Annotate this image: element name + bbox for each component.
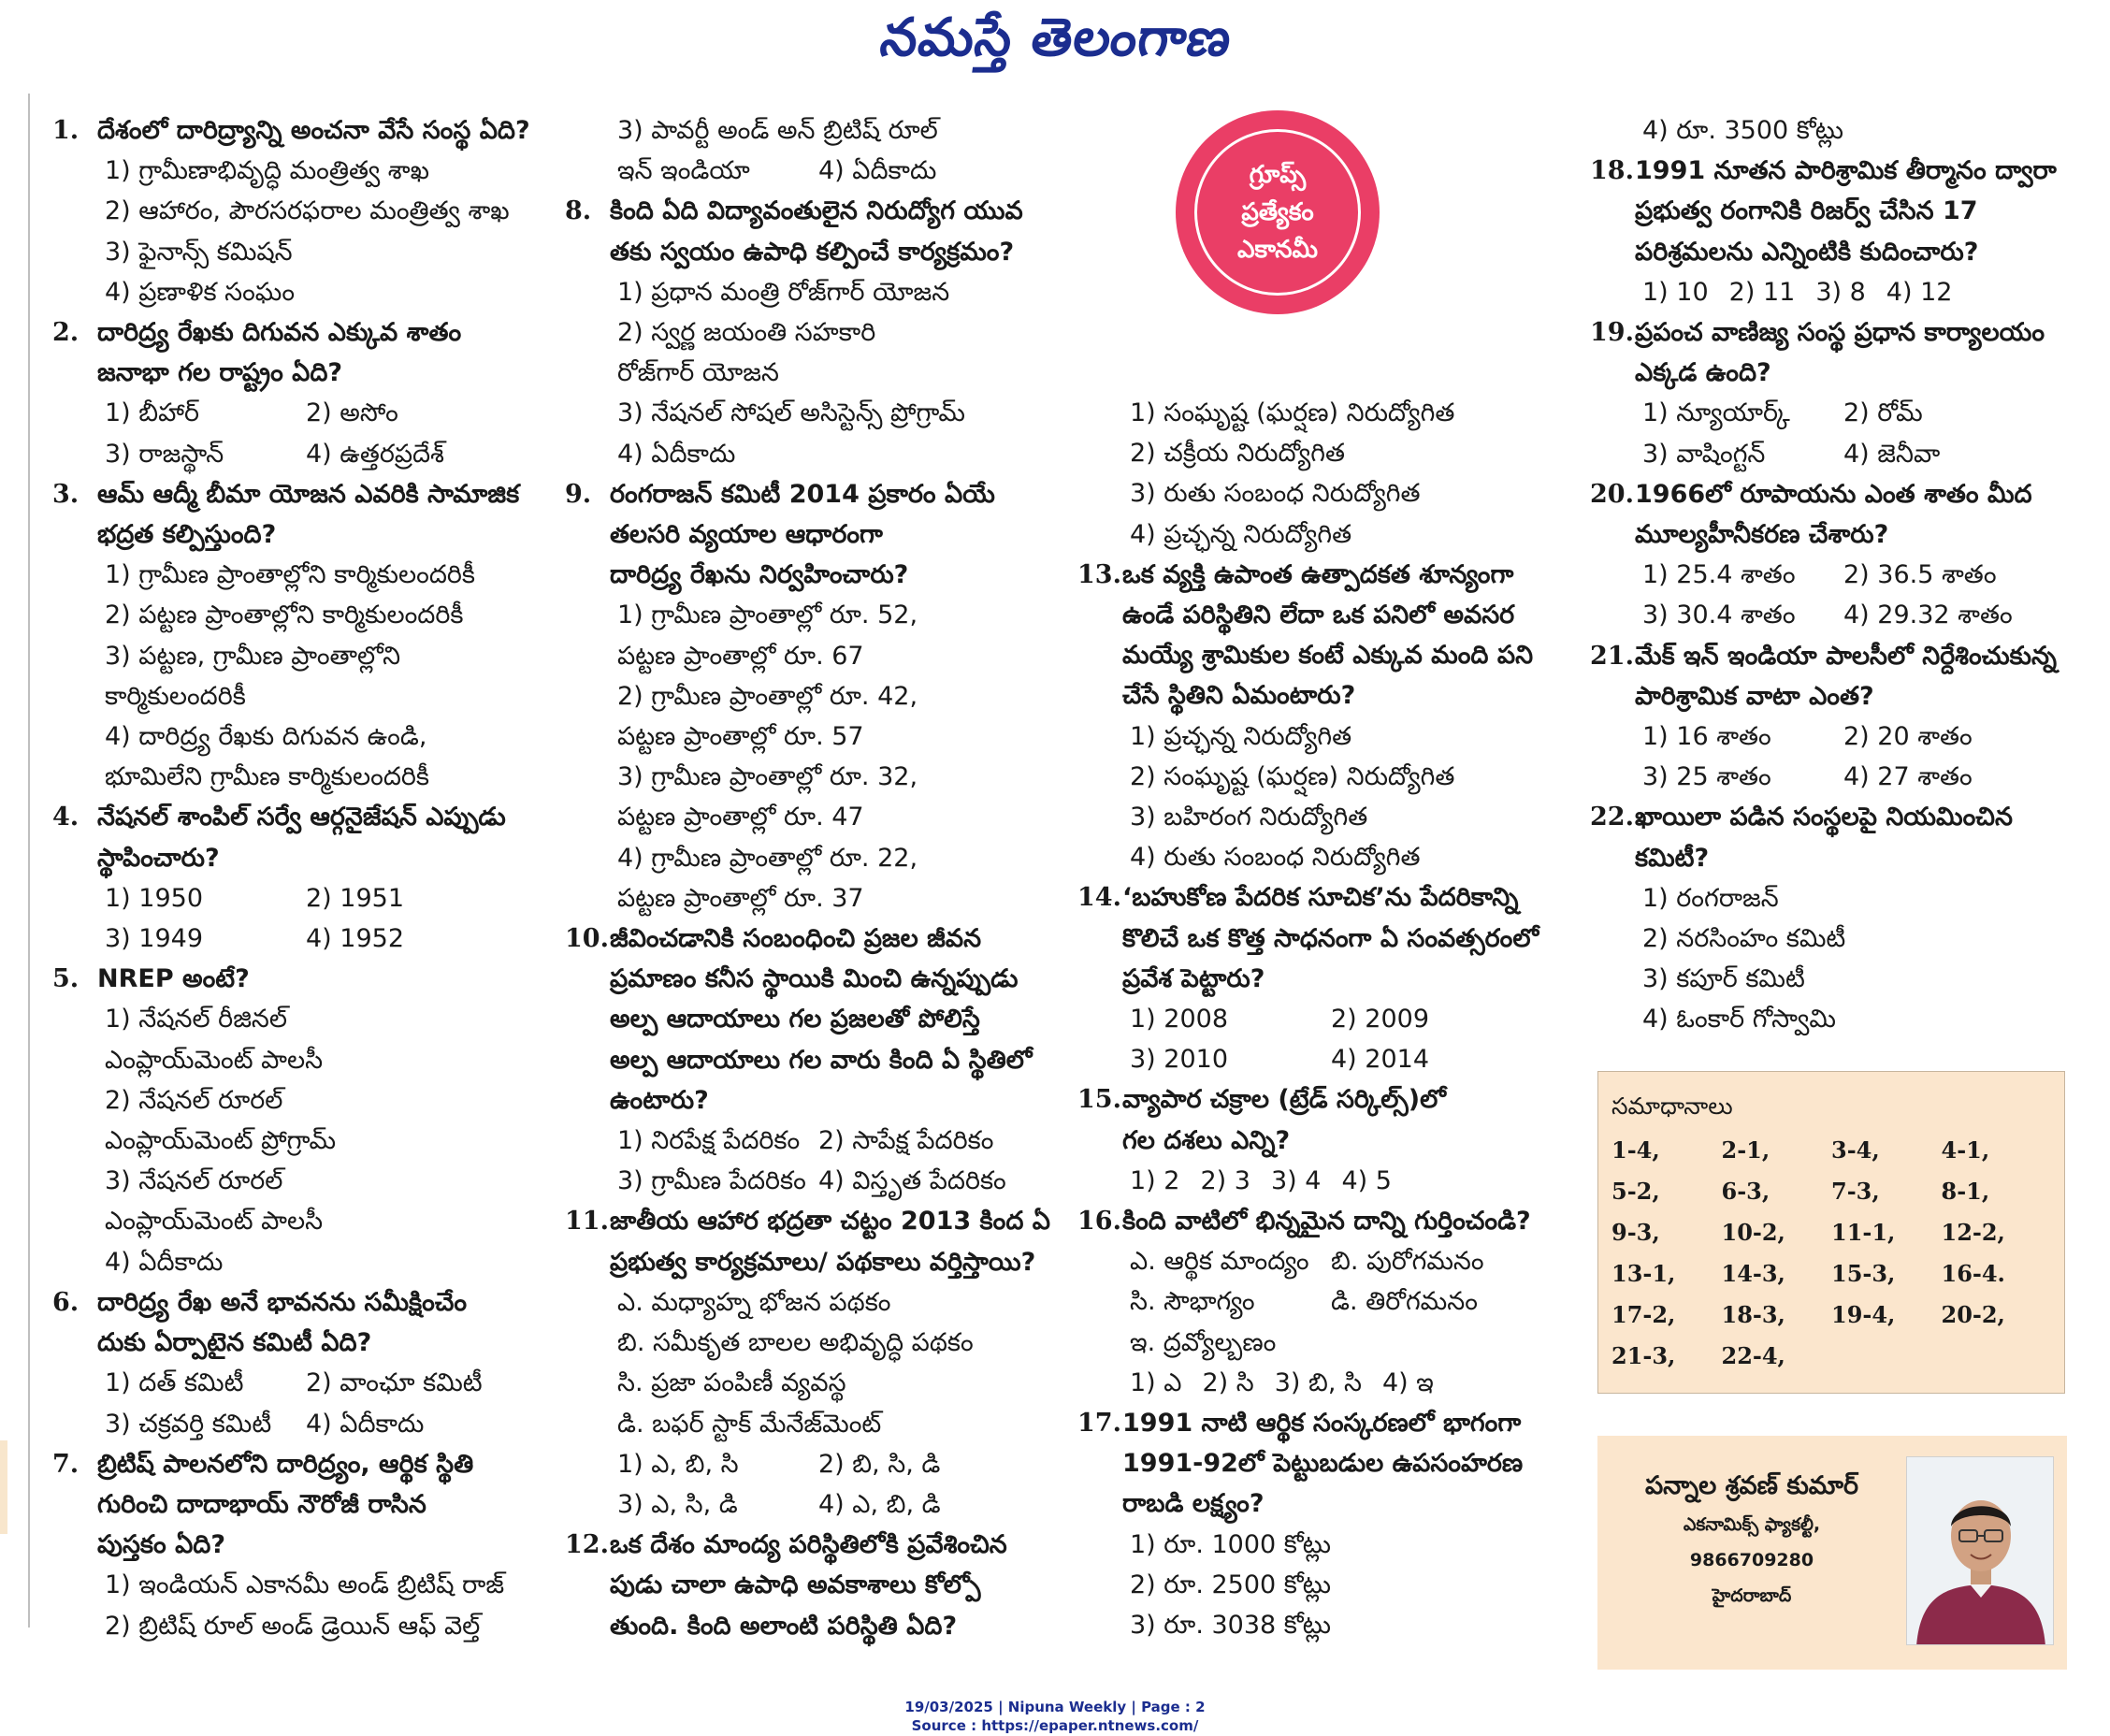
statement: ఎ. ఆర్థిక మాంద్యం <box>1130 1247 1309 1277</box>
question-text: కమిటీ? <box>1635 843 1710 873</box>
author-portrait-icon <box>1907 1457 2054 1645</box>
option: 4) 2014 <box>1331 1045 1430 1075</box>
question-16: 16. కింది వాటిలో భిన్నమైన దాన్ని గుర్తించండి? ఎ. ఆర్థిక మాంద్యం బి. పురోగమనం సి. సౌభాగ్యం డి. తిరోగమనం ఇ. ద్రవ్యోల్బణం 1) ఎ 2) సి 3) బి, సి 4) ఇ <box>1077 1201 1564 1403</box>
option: 1) ప్రధాన మంత్రి రోజ్‌గార్ యోజన <box>617 277 950 307</box>
option: 3) 8 <box>1815 277 1866 307</box>
option: 4) రుతు సంబంధ నిరుద్యోగిత <box>1130 843 1421 873</box>
option: 2) రోమ్ <box>1843 398 1923 428</box>
option: 4) ఇ <box>1381 1367 1434 1397</box>
question-text: బ్రిటిష్ పాలనలోని దారిద్ర్యం, ఆర్థిక స్థితి <box>97 1449 474 1479</box>
option: 2) సాపేక్ష పేదరికం <box>818 1126 994 1156</box>
option: ఎంప్లాయ్‌మెంట్ ప్రోగ్రామ్ <box>105 1126 337 1156</box>
option: భూమిలేని గ్రామీణ కార్మికులందరికీ <box>105 762 430 792</box>
answer-item: 1-4, <box>1611 1136 1660 1164</box>
question-text: జీవించడానికి సంబంధించి ప్రజల జీవన <box>610 924 982 954</box>
option: 1) 2 <box>1130 1165 1180 1195</box>
option: 4) ఎ, బి, డి <box>818 1489 941 1519</box>
option: 1) గ్రామీణాభివృద్ధి మంత్రిత్వ శాఖ <box>105 156 429 186</box>
statement: బి. పురోగమనం <box>1331 1247 1484 1277</box>
answer-item: 11-1, <box>1831 1219 1896 1246</box>
option: 1) 2008 <box>1130 1005 1229 1034</box>
question-text: దుకు ఏర్పాటైన కమిటీ ఏది? <box>97 1328 372 1358</box>
question-text: రంగరాజన్ కమిటీ 2014 ప్రకారం ఏయే <box>610 479 995 509</box>
option: 3) గ్రామీణ పేదరికం <box>617 1166 806 1196</box>
answer-item: 21-3, <box>1611 1342 1676 1369</box>
question-18: 18. 1991 నూతన పారిశ్రామిక తీర్మానం ద్వారా ప్రభుత్వ రంగానికి రిజర్వ్ చేసిన 17 పరిశ్రమలను ఎన్నింటికి కుదించారు? 1) 10 2) 11 3) 8 4) 12 <box>1590 151 2086 312</box>
question-19: 19. ప్రపంచ వాణిజ్య సంస్థ ప్రధాన కార్యాలయం ఎక్కడ ఉంది? 1) న్యూయార్క్ 2) రోమ్ 3) వాషింగ్టన్ 4) జెనీవా <box>1590 312 2086 474</box>
question-text: దారిద్ర్య రేఖ అనే భావనను సమీక్షించేం <box>97 1287 468 1317</box>
question-text: అల్ప ఆదాయాలు గల ప్రజలతో పోలిస్తే <box>610 1005 980 1034</box>
option: 1) బీహార్ <box>105 398 200 428</box>
option: 2) స్వర్ణ జయంతి సహకారి <box>617 318 876 348</box>
option: 2) 20 శాతం <box>1843 722 1973 752</box>
question-text: 1991-92లో పెట్టుబడుల ఉపసంహరణ <box>1122 1449 1524 1479</box>
question-text: అల్ప ఆదాయాలు గల వారు కింది ఏ స్థితిలో <box>610 1045 1033 1075</box>
column-3 <box>1077 393 1564 1645</box>
footer-issue: 19/03/2025 | Nipuna Weekly | Page : 2 <box>904 1699 1206 1715</box>
left-edge-strip <box>0 1440 7 1534</box>
question-text: ఉండే పరిస్థితిని లేదా ఒక పనిలో అవసర <box>1122 600 1515 630</box>
author-city: హైదరాబాద్ <box>1712 1585 1792 1606</box>
statement: డి. తిరోగమనం <box>1331 1287 1478 1317</box>
badge-line: ఎకానమీ <box>1237 236 1318 264</box>
question-3: 3. ఆమ్ ఆద్మీ బీమా యోజన ఎవరికి సామాజిక భద్రత కల్పిస్తుంది? 1) గ్రామీణ ప్రాంతాల్లోని కార్మికులందరికీ 2) పట్టణ ప్రాంతాల్లోని కార్మికులందరికీ 3) పట్టణ, గ్రామీణ ప్రాంతాల్లోని కార్మికులందరికీ 4) దారిద్ర్య రేఖకు దిగువన ఉండి, భూమిలేని గ్రామీణ కార్మికులందరికీ <box>52 474 539 798</box>
question-5: 5. NREP అంటే? 1) నేషనల్ రీజినల్ ఎంప్లాయ్‌మెంట్ పాలసీ 2) నేషనల్ రూరల్ ఎంప్లాయ్‌మెంట్ ప్రోగ్రామ్ 3) నేషనల్ రూరల్ ఎంప్లాయ్‌మెంట్ పాలసీ 4) ఏదీకాదు <box>52 959 539 1282</box>
option: 3) 1949 <box>105 924 204 954</box>
question-text: ప్రపంచ వాణిజ్య సంస్థ ప్రధాన కార్యాలయం <box>1635 318 2045 348</box>
option: 4) 1952 <box>306 924 405 954</box>
question-text: పుస్తకం ఏది? <box>97 1530 226 1560</box>
answer-item: 16-4. <box>1941 1260 2005 1287</box>
question-11: 11. జాతీయ ఆహార భద్రతా చట్టం 2013 కింద ఏ ప్రభుత్వ కార్యక్రమాలు/ పథకాలు వర్తిస్తాయి? ఎ. మధ్యాహ్న భోజన పథకం బి. సమీకృత బాలల అభివృద్ధి పథకం సి. ప్రజా పంపిణీ వ్యవస్థ డి. బఫర్ స్టాక్ మేనేజ్‌మెంట్ 1) ఎ, బి, సి 2) బి, సి, డి 3) ఎ, సి, డి 4) ఎ, బి, డి <box>565 1201 1051 1525</box>
question-text: జనాభా గల రాష్ట్రం ఏది? <box>97 358 343 388</box>
option: 3) నేషనల్ సోషల్ అసిస్టెన్స్ ప్రోగ్రామ్ <box>617 398 966 428</box>
statement: సి. ప్రజా పంపిణీ వ్యవస్థ <box>617 1368 846 1398</box>
answer-key-grid <box>1611 1132 2051 1375</box>
question-text: జాతీయ ఆహార భద్రతా చట్టం 2013 కింద ఏ <box>610 1207 1050 1237</box>
option: 1) ఎ, బి, సి <box>617 1449 739 1479</box>
option: 4) దారిద్ర్య రేఖకు దిగువన ఉండి, <box>105 722 427 752</box>
question-text: NREP అంటే? <box>97 964 250 994</box>
answer-item: 8-1, <box>1941 1178 1990 1205</box>
answer-item: 10-2, <box>1721 1219 1785 1246</box>
option: 3) రుతు సంబంధ నిరుద్యోగిత <box>1130 479 1421 509</box>
option: 4) ప్రచ్ఛన్న నిరుద్యోగిత <box>1130 519 1352 549</box>
option: 4) 29.32 శాతం <box>1843 600 2013 630</box>
option: 3) 30.4 శాతం <box>1642 600 1796 630</box>
option: 2) అసోం <box>306 398 398 428</box>
option: 4) జెనీవా <box>1843 439 1941 469</box>
option: 1) 10 <box>1642 277 1709 307</box>
question-4: 4. నేషనల్ శాంపిల్ సర్వే ఆర్గనైజేషన్ ఎప్పుడు స్థాపించారు? 1) 1950 2) 1951 3) 1949 4) 1952 <box>52 797 539 959</box>
question-9: 9. రంగరాజన్ కమిటీ 2014 ప్రకారం ఏయే తలసరి వ్యయాల ఆధారంగా దారిద్ర్య రేఖను నిర్వహించారు? 1) గ్రామీణ ప్రాంతాల్లో రూ. 52, పట్టణ ప్రాంతాల్లో రూ. 67 2) గ్రామీణ ప్రాంతాల్లో రూ. 42, పట్టణ ప్రాంతాల్లో రూ. 57 3) గ్రామీణ ప్రాంతాల్లో రూ. 32, పట్టణ ప్రాంతాల్లో రూ. 47 4) గ్రామీణ ప్రాంతాల్లో రూ. 22, పట్టణ ప్రాంతాల్లో రూ. 37 <box>565 474 1051 919</box>
question-text: దేశంలో దారిద్ర్యాన్ని అంచనా వేసే సంస్థ ఏది? <box>97 116 530 145</box>
left-edge-marks <box>0 0 11 1736</box>
question-text: కింది ఏది విద్యావంతులైన నిరుద్యోగ యువ <box>610 196 1023 226</box>
answer-item: 3-4, <box>1831 1136 1880 1164</box>
question-text: రాబడి లక్ష్యం? <box>1122 1489 1265 1519</box>
answer-item: 20-2, <box>1941 1301 2005 1328</box>
option: 2) రూ. 2500 కోట్లు <box>1130 1570 1331 1599</box>
option: 3) ఫైనాన్స్ కమిషన్ <box>105 237 293 267</box>
question-text: నేషనల్ శాంపిల్ సర్వే ఆర్గనైజేషన్ ఎప్పుడు <box>97 803 506 832</box>
author-phone: 9866709280 <box>1689 1550 1814 1570</box>
option: పట్టణ ప్రాంతాల్లో రూ. 57 <box>617 722 864 752</box>
option: 4) ఓంకార్ గోస్వామి <box>1642 1005 1836 1034</box>
option: 2) పట్టణ ప్రాంతాల్లోని కార్మికులందరికీ <box>105 600 464 630</box>
option: 2) 1951 <box>306 883 405 913</box>
question-text: చేసే స్థితిని ఏమంటారు? <box>1122 681 1356 711</box>
option: 4) విస్తృత పేదరికం <box>818 1166 1006 1196</box>
option: 1) సంఘృష్ట (ఘర్షణ) నిరుద్యోగిత <box>1130 398 1455 427</box>
column-rule <box>28 94 30 1628</box>
option: 2) 2009 <box>1331 1005 1430 1034</box>
question-text: స్థాపించారు? <box>97 843 220 873</box>
option: 1) 25.4 శాతం <box>1642 560 1796 590</box>
option: 3) రాజస్థాన్ <box>105 439 224 469</box>
question-7: 7. బ్రిటిష్ పాలనలోని దారిద్ర్యం, ఆర్థిక స్థితి గురించి దాదాభాయ్ నౌరోజీ రాసిన పుస్తకం ఏది? 1) ఇండియన్ ఎకానమీ అండ్ బ్రిటిష్ రాజ్ 2) బ్రిటిష్ రూల్ అండ్ డ్రెయిన్ ఆఫ్ వెల్త్ <box>52 1444 539 1646</box>
question-text: తలసరి వ్యయాల ఆధారంగా <box>610 520 883 550</box>
question-text: ప్రభుత్వ కార్యక్రమాలు/ పథకాలు వర్తిస్తాయి? <box>610 1247 1036 1277</box>
option: ఇన్ ఇండియా <box>617 156 750 186</box>
author-role: ఎకనామిక్స్ ఫ్యాకల్టీ, <box>1683 1514 1821 1535</box>
question-text: ప్రభుత్వ రంగానికి రిజర్వ్ చేసిన 17 <box>1635 196 1978 226</box>
column-4 <box>1590 110 2086 1040</box>
question-text: పుడు చాలా ఉపాధి అవకాశాలు కోల్పో <box>610 1570 981 1600</box>
question-text: భద్రత కల్పిస్తుంది? <box>97 520 277 550</box>
statement: ఇ. ద్రవ్యోల్బణం <box>1130 1327 1277 1357</box>
question-text: ‘బహుకోణ పేదరిక సూచిక’ను పేదరికాన్ని <box>1122 883 1519 913</box>
answer-item: 9-3, <box>1611 1219 1660 1246</box>
answer-item: 4-1, <box>1941 1136 1990 1164</box>
answer-item: 18-3, <box>1721 1301 1785 1328</box>
question-text: ఎక్కడ ఉంది? <box>1635 358 1771 388</box>
option: 2) ఆహారం, పౌరసరఫరాల మంత్రిత్వ శాఖ <box>105 196 510 226</box>
option: 1) ప్రచ్ఛన్న నిరుద్యోగిత <box>1130 721 1352 751</box>
question-8: 8. కింది ఏది విద్యావంతులైన నిరుద్యోగ యువ తకు స్వయం ఉపాధి కల్పించే కార్యక్రమం? 1) ప్రధాన మంత్రి రోజ్‌గార్ యోజన 2) స్వర్ణ జయంతి సహకారి రోజ్‌గార్ యోజన 3) నేషనల్ సోషల్ అసిస్టెన్స్ ప్రోగ్రామ్ 4) ఏదీకాదు <box>565 191 1051 473</box>
question-text: పరిశ్రమలను ఎన్నింటికి కుదించారు? <box>1635 237 1979 267</box>
question-15: 15. వ్యాపార చక్రాల (ట్రేడ్ సర్కిల్స్)లో గల దశలు ఎన్ని? 1) 2 2) 3 3) 4 4) 5 <box>1077 1079 1564 1201</box>
question-14: 14. ‘బహుకోణ పేదరిక సూచిక’ను పేదరికాన్ని కొలిచే ఒక కొత్త సాధనంగా ఏ సంవత్సరంలో ప్రవేశ పెట్టారు? 1) 2008 2) 2009 3) 2010 4) 2014 <box>1077 877 1564 1079</box>
option: 3) గ్రామీణ ప్రాంతాల్లో రూ. 32, <box>617 762 918 792</box>
answer-item: 6-3, <box>1721 1178 1770 1205</box>
question-text: గురించి దాదాభాయ్ నౌరోజీ రాసిన <box>97 1489 426 1519</box>
option: 1) 16 శాతం <box>1642 722 1771 752</box>
question-10: 10. జీవించడానికి సంబంధించి ప్రజల జీవన ప్రమాణం కనీస స్థాయికి మించి ఉన్నప్పుడు అల్ప ఆదాయాలు గల ప్రజలతో పోలిస్తే అల్ప ఆదాయాలు గల వారు కింది ఏ స్థితిలో ఉంటారు? 1) నిరపేక్ష పేదరికం 2) సాపేక్ష పేదరికం 3) గ్రామీణ పేదరికం 4) విస్తృత పేదరికం <box>565 919 1051 1201</box>
answer-key-title: సమాధానాలు <box>1611 1092 1733 1120</box>
option: 3) బి, సి <box>1274 1367 1362 1397</box>
section-badge <box>1176 110 1380 314</box>
answer-item: 12-2, <box>1941 1219 2005 1246</box>
option: 1) ఎ <box>1130 1367 1182 1397</box>
question-text: తకు స్వయం ఉపాధి కల్పించే కార్యక్రమం? <box>610 237 1015 267</box>
option: 4) ఉత్తరప్రదేశ్ <box>306 439 444 469</box>
option: 2) చక్రీయ నిరుద్యోగిత <box>1130 439 1345 469</box>
question-text: ఒక దేశం మాంద్య పరిస్థితిలోకి ప్రవేశించిన <box>610 1530 1007 1560</box>
option: 1) న్యూయార్క్ <box>1642 398 1790 428</box>
answer-item: 17-2, <box>1611 1301 1676 1328</box>
badge-line: ప్రత్యేకం <box>1241 198 1314 226</box>
question-2: 2. దారిద్ర్య రేఖకు దిగువన ఎక్కువ శాతం జనాభా గల రాష్ట్రం ఏది? 1) బీహార్ 2) అసోం 3) రాజస్థాన్ 4) ఉత్తరప్రదేశ్ <box>52 312 539 474</box>
column-2 <box>565 110 1051 1646</box>
masthead <box>0 0 2110 84</box>
question-7-continued <box>565 110 1051 191</box>
question-text: దారిద్ర్య రేఖకు దిగువన ఎక్కువ శాతం <box>97 318 462 348</box>
question-text: పారిశ్రామిక వాటా ఎంత? <box>1635 681 1874 711</box>
question-text: కింది వాటిలో భిన్నమైన దాన్ని గుర్తించండి? <box>1122 1207 1531 1237</box>
question-text: ఖాయిలా పడిన సంస్థలపై నియమించిన <box>1635 803 2013 832</box>
question-text: గల దశలు ఎన్ని? <box>1122 1125 1291 1155</box>
author-photo <box>1906 1456 2054 1645</box>
option: 2) బి, సి, డి <box>818 1449 941 1479</box>
footer-source: Source : https://epaper.ntnews.com/ <box>911 1717 1199 1734</box>
question-22: 22. ఖాయిలా పడిన సంస్థలపై నియమించిన కమిటీ? 1) రంగరాజన్ 2) నరసింహం కమిటీ 3) కపూర్ కమిటీ 4) ఓంకార్ గోస్వామి <box>1590 797 2086 1039</box>
option: ఎంప్లాయ్‌మెంట్ పాలసీ <box>105 1207 324 1237</box>
option: ఎంప్లాయ్‌మెంట్ పాలసీ <box>105 1045 324 1075</box>
answer-item: 19-4, <box>1831 1301 1896 1328</box>
option: 1) నేషనల్ రీజినల్ <box>105 1005 288 1034</box>
author-box <box>1597 1436 2067 1670</box>
question-text: ప్రమాణం కనీస స్థాయికి మించి ఉన్నప్పుడు <box>610 964 1019 994</box>
option: 4) ఏదీకాదు <box>818 156 937 186</box>
option: 2) వాంఛూ కమిటీ <box>306 1368 483 1398</box>
question-20: 20. 1966లో రూపాయను ఎంత శాతం మీద మూల్యహీనీకరణ చేశారు? 1) 25.4 శాతం 2) 36.5 శాతం 3) 30.4 శాతం 4) 29.32 శాతం <box>1590 474 2086 636</box>
question-text: మూల్యహీనీకరణ చేశారు? <box>1635 520 1889 550</box>
option: 4) 27 శాతం <box>1843 762 1973 792</box>
option: 1) రంగరాజన్ <box>1642 883 1779 913</box>
option: 2) గ్రామీణ ప్రాంతాల్లో రూ. 42, <box>617 681 918 711</box>
option: 2) సి <box>1202 1367 1254 1397</box>
question-21: 21. మేక్ ఇన్ ఇండియా పాలసీలో నిర్దేశించుకున్న పారిశ్రామిక వాటా ఎంత? 1) 16 శాతం 2) 20 శాతం 3) 25 శాతం 4) 27 శాతం <box>1590 636 2086 798</box>
question-text: 1991 నూతన పారిశ్రామిక తీర్మానం ద్వారా <box>1635 156 2057 186</box>
option: 4) రూ. 3500 కోట్లు <box>1642 116 1843 145</box>
statement: డి. బఫర్ స్టాక్ మేనేజ్‌మెంట్ <box>617 1409 882 1439</box>
option: పట్టణ ప్రాంతాల్లో రూ. 37 <box>617 883 864 913</box>
option: 2) బ్రిటిష్ రూల్ అండ్ డ్రెయిన్ ఆఫ్ వెల్త్ <box>105 1611 481 1641</box>
option: 4) ప్రణాళిక సంఘం <box>105 277 296 307</box>
page-footer <box>0 1698 2110 1735</box>
option: 3) 25 శాతం <box>1642 762 1771 792</box>
option: 4) గ్రామీణ ప్రాంతాల్లో రూ. 22, <box>617 843 918 873</box>
question-text: మేక్ ఇన్ ఇండియా పాలసీలో నిర్దేశించుకున్న <box>1635 641 2057 671</box>
statement: బి. సమీకృత బాలల అభివృద్ధి పథకం <box>617 1328 974 1358</box>
option: 3) కపూర్ కమిటీ <box>1642 964 1805 994</box>
option: 3) 2010 <box>1130 1045 1229 1075</box>
question-13: 13. ఒక వ్యక్తి ఉపాంత ఉత్పాదకత శూన్యంగా ఉండే పరిస్థితిని లేదా ఒక పనిలో అవసర మయ్యే శ్రామికుల కంటే ఎక్కువ మంది పని చేసే స్థితిని ఏమంటారు? 1) ప్రచ్ఛన్న నిరుద్యోగిత 2) సంఘృష్ట (ఘర్షణ) నిరుద్యోగిత 3) బహిరంగ నిరుద్యోగిత 4) రుతు సంబంధ నిరుద్యోగిత <box>1077 555 1564 878</box>
newspaper-logo: నమస్తే తెలంగాణ <box>875 7 1236 68</box>
question-text: ఉంటారు? <box>610 1085 709 1115</box>
option: 2) సంఘృష్ట (ఘర్షణ) నిరుద్యోగిత <box>1130 761 1455 791</box>
question-text: వ్యాపార చక్రాల (ట్రేడ్ సర్కిల్స్)లో <box>1122 1085 1446 1115</box>
option: 2) 11 <box>1728 277 1796 307</box>
option: 4) ఏదీకాదు <box>617 439 736 469</box>
option: 3) వాషింగ్టన్ <box>1642 439 1766 469</box>
answer-key-box <box>1597 1071 2065 1394</box>
option: 2) నరసింహం కమిటీ <box>1642 924 1846 954</box>
option: 3) చక్రవర్తి కమిటీ <box>105 1409 272 1439</box>
option: 4) 5 <box>1341 1165 1392 1195</box>
option: 1) ఇండియన్ ఎకానమీ అండ్ బ్రిటిష్ రాజ్ <box>105 1570 505 1600</box>
question-text: 1966లో రూపాయను ఎంత శాతం మీద <box>1635 479 2032 509</box>
badge-line: గ్రూప్స్ <box>1249 161 1307 189</box>
question-17: 17. 1991 నాటి ఆర్థిక సంస్కరణలో భాగంగా 1991-92లో పెట్టుబడుల ఉపసంహరణ రాబడి లక్ష్యం? 1) రూ. 1000 కోట్లు 2) రూ. 2500 కోట్లు 3) రూ. 3038 కోట్లు <box>1077 1403 1564 1645</box>
option: పట్టణ ప్రాంతాల్లో రూ. 67 <box>617 641 864 671</box>
question-12-options <box>1077 393 1564 555</box>
option: 1) రూ. 1000 కోట్లు <box>1130 1529 1331 1559</box>
option: 1) గ్రామీణ ప్రాంతాల్లోని కార్మికులందరికీ <box>105 560 476 590</box>
answer-item: 13-1, <box>1611 1260 1676 1287</box>
question-6: 6. దారిద్ర్య రేఖ అనే భావనను సమీక్షించేం దుకు ఏర్పాటైన కమిటీ ఏది? 1) దత్ కమిటీ 2) వాంఛూ కమిటీ 3) చక్రవర్తి కమిటీ 4) ఏదీకాదు <box>52 1282 539 1444</box>
question-text: దారిద్ర్య రేఖను నిర్వహించారు? <box>610 560 909 590</box>
option: 1) 1950 <box>105 883 204 913</box>
option: 2) 3 <box>1200 1165 1250 1195</box>
question-text: 1991 నాటి ఆర్థిక సంస్కరణలో భాగంగా <box>1122 1409 1522 1439</box>
answer-item: 2-1, <box>1721 1136 1770 1164</box>
option: 4) ఏదీకాదు <box>306 1409 425 1439</box>
question-text: ప్రవేశ పెట్టారు? <box>1122 963 1265 993</box>
question-text: ఆమ్ ఆద్మీ బీమా యోజన ఎవరికి సామాజిక <box>97 479 520 509</box>
option: రోజ్‌గార్ యోజన <box>617 358 779 388</box>
option: 1) గ్రామీణ ప్రాంతాల్లో రూ. 52, <box>617 600 918 630</box>
option: 3) 4 <box>1270 1165 1322 1195</box>
question-1: 1. దేశంలో దారిద్ర్యాన్ని అంచనా వేసే సంస్థ ఏది? 1) గ్రామీణాభివృద్ధి మంత్రిత్వ శాఖ 2) ఆహారం, పౌరసరఫరాల మంత్రిత్వ శాఖ 3) ఫైనాన్స్ కమిషన్ 4) ప్రణాళిక సంఘం <box>52 110 539 312</box>
option: 3) నేషనల్ రూరల్ <box>105 1166 283 1196</box>
question-text: కొలిచే ఒక కొత్త సాధనంగా ఏ సంవత్సరంలో <box>1122 923 1539 953</box>
author-name: పన్నాల శ్రవణ్ కుమార్ <box>1644 1471 1859 1500</box>
option: 3) పావర్టీ అండ్ అన్ బ్రిటిష్ రూల్ <box>617 116 938 145</box>
answer-item: 22-4, <box>1721 1342 1785 1369</box>
statement: సి. సౌభాగ్యం <box>1130 1287 1255 1317</box>
option: 3) రూ. 3038 కోట్లు <box>1130 1611 1331 1641</box>
option: 1) నిరపేక్ష పేదరికం <box>617 1126 801 1156</box>
question-text: తుంది. కింది అలాంటి పరిస్థితి ఏది? <box>610 1611 958 1641</box>
question-text: ఒక వ్యక్తి ఉపాంత ఉత్పాదకత శూన్యంగా <box>1122 559 1514 589</box>
question-text: మయ్యే శ్రామికుల కంటే ఎక్కువ మంది పని <box>1122 641 1534 671</box>
option: 2) 36.5 శాతం <box>1843 560 1997 590</box>
column-1 <box>52 110 539 1646</box>
answer-item: 15-3, <box>1831 1260 1896 1287</box>
answer-item: 14-3, <box>1721 1260 1785 1287</box>
option: 3) పట్టణ, గ్రామీణ ప్రాంతాల్లోని <box>105 641 401 671</box>
option: 3) ఎ, సి, డి <box>617 1489 738 1519</box>
question-17-continued <box>1590 110 2086 151</box>
option: కార్మికులందరికీ <box>105 681 246 711</box>
option: 1) దత్ కమిటీ <box>105 1368 244 1398</box>
statement: ఎ. మధ్యాహ్న భోజన పథకం <box>617 1287 891 1317</box>
option: 4) 12 <box>1886 277 1953 307</box>
option: 2) నేషనల్ రూరల్ <box>105 1085 283 1115</box>
option: 3) బహిరంగ నిరుద్యోగిత <box>1130 803 1368 832</box>
answer-item: 5-2, <box>1611 1178 1660 1205</box>
question-12: 12. ఒక దేశం మాంద్య పరిస్థితిలోకి ప్రవేశించిన పుడు చాలా ఉపాధి అవకాశాలు కోల్పో తుంది. కింది అలాంటి పరిస్థితి ఏది? <box>565 1525 1051 1646</box>
option: పట్టణ ప్రాంతాల్లో రూ. 47 <box>617 803 864 832</box>
option: 4) ఏదీకాదు <box>105 1247 224 1277</box>
answer-item: 7-3, <box>1831 1178 1880 1205</box>
